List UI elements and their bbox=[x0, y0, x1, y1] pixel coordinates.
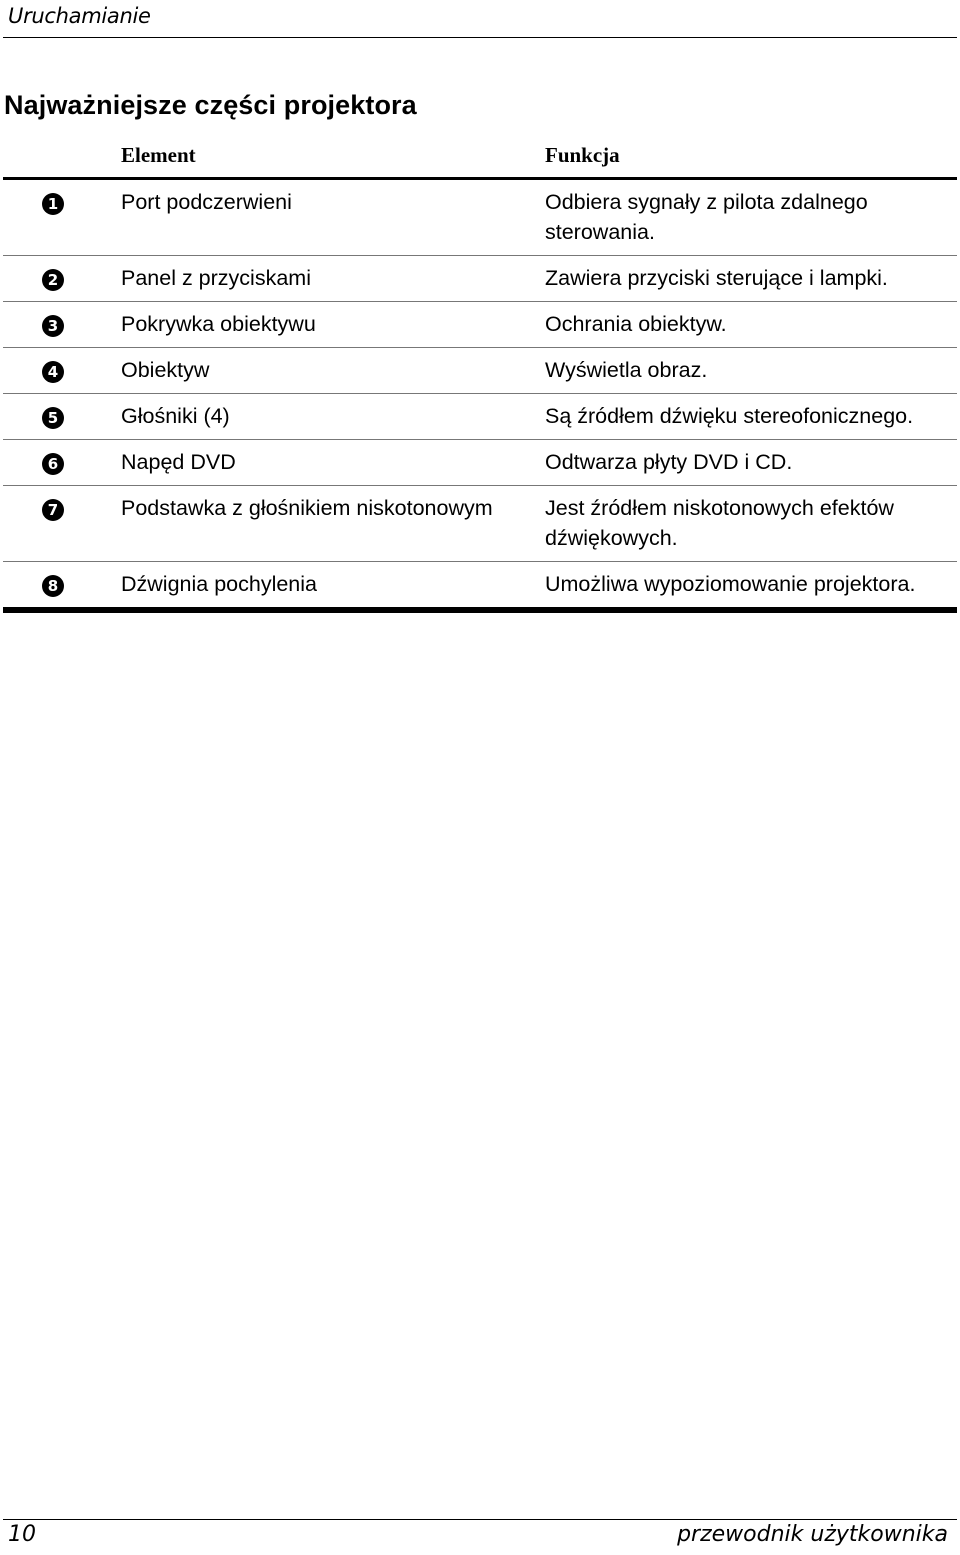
running-header: Uruchamianie bbox=[8, 4, 151, 28]
table-row bbox=[3, 562, 957, 611]
parts-table bbox=[3, 136, 957, 613]
table-header-row bbox=[3, 136, 957, 179]
header-element: Element bbox=[121, 136, 545, 179]
header-rule bbox=[3, 37, 957, 38]
number-badge: 1 bbox=[42, 193, 64, 215]
number-badge: 3 bbox=[42, 315, 64, 337]
table-row bbox=[3, 348, 957, 394]
footer-document-title: przewodnik użytkownika bbox=[677, 1522, 948, 1547]
number-badge: 2 bbox=[42, 269, 64, 291]
element-cell: Głośniki (4) bbox=[121, 394, 545, 440]
element-cell: Pokrywka obiektywu bbox=[121, 302, 545, 348]
number-badge: 4 bbox=[42, 361, 64, 383]
function-cell: Są źródłem dźwięku stereofonicznego. bbox=[545, 394, 957, 440]
table-row bbox=[3, 486, 957, 562]
number-badge: 5 bbox=[42, 407, 64, 429]
element-cell: Obiektyw bbox=[121, 348, 545, 394]
function-cell: Zawiera przyciski sterujące i lampki. bbox=[545, 256, 957, 302]
number-badge: 6 bbox=[42, 453, 64, 475]
table-row bbox=[3, 256, 957, 302]
table-row bbox=[3, 394, 957, 440]
header-function: Funkcja bbox=[545, 136, 957, 179]
number-badge: 7 bbox=[42, 499, 64, 521]
function-cell: Wyświetla obraz. bbox=[545, 348, 957, 394]
function-cell: Jest źródłem niskotonowych efektów dźwiękowych. bbox=[545, 486, 957, 562]
element-cell: Panel z przyciskami bbox=[121, 256, 545, 302]
element-cell: Port podczerwieni bbox=[121, 179, 545, 256]
element-cell: Napęd DVD bbox=[121, 440, 545, 486]
element-cell: Podstawka z głośnikiem niskotonowym bbox=[121, 486, 545, 562]
table-row bbox=[3, 440, 957, 486]
table-row bbox=[3, 302, 957, 348]
section-title: Najważniejsze części projektora bbox=[4, 90, 417, 120]
number-badge: 8 bbox=[42, 575, 64, 597]
element-cell: Dźwignia pochylenia bbox=[121, 562, 545, 611]
footer-rule bbox=[3, 1519, 957, 1520]
function-cell: Odtwarza płyty DVD i CD. bbox=[545, 440, 957, 486]
function-cell: Ochrania obiektyw. bbox=[545, 302, 957, 348]
table-row bbox=[3, 179, 957, 256]
header-number-cell bbox=[3, 136, 121, 179]
page-number: 10 bbox=[8, 1522, 36, 1547]
function-cell: Odbiera sygnały z pilota zdalnego sterowania. bbox=[545, 179, 957, 256]
function-cell: Umożliwa wypoziomowanie projektora. bbox=[545, 562, 957, 611]
